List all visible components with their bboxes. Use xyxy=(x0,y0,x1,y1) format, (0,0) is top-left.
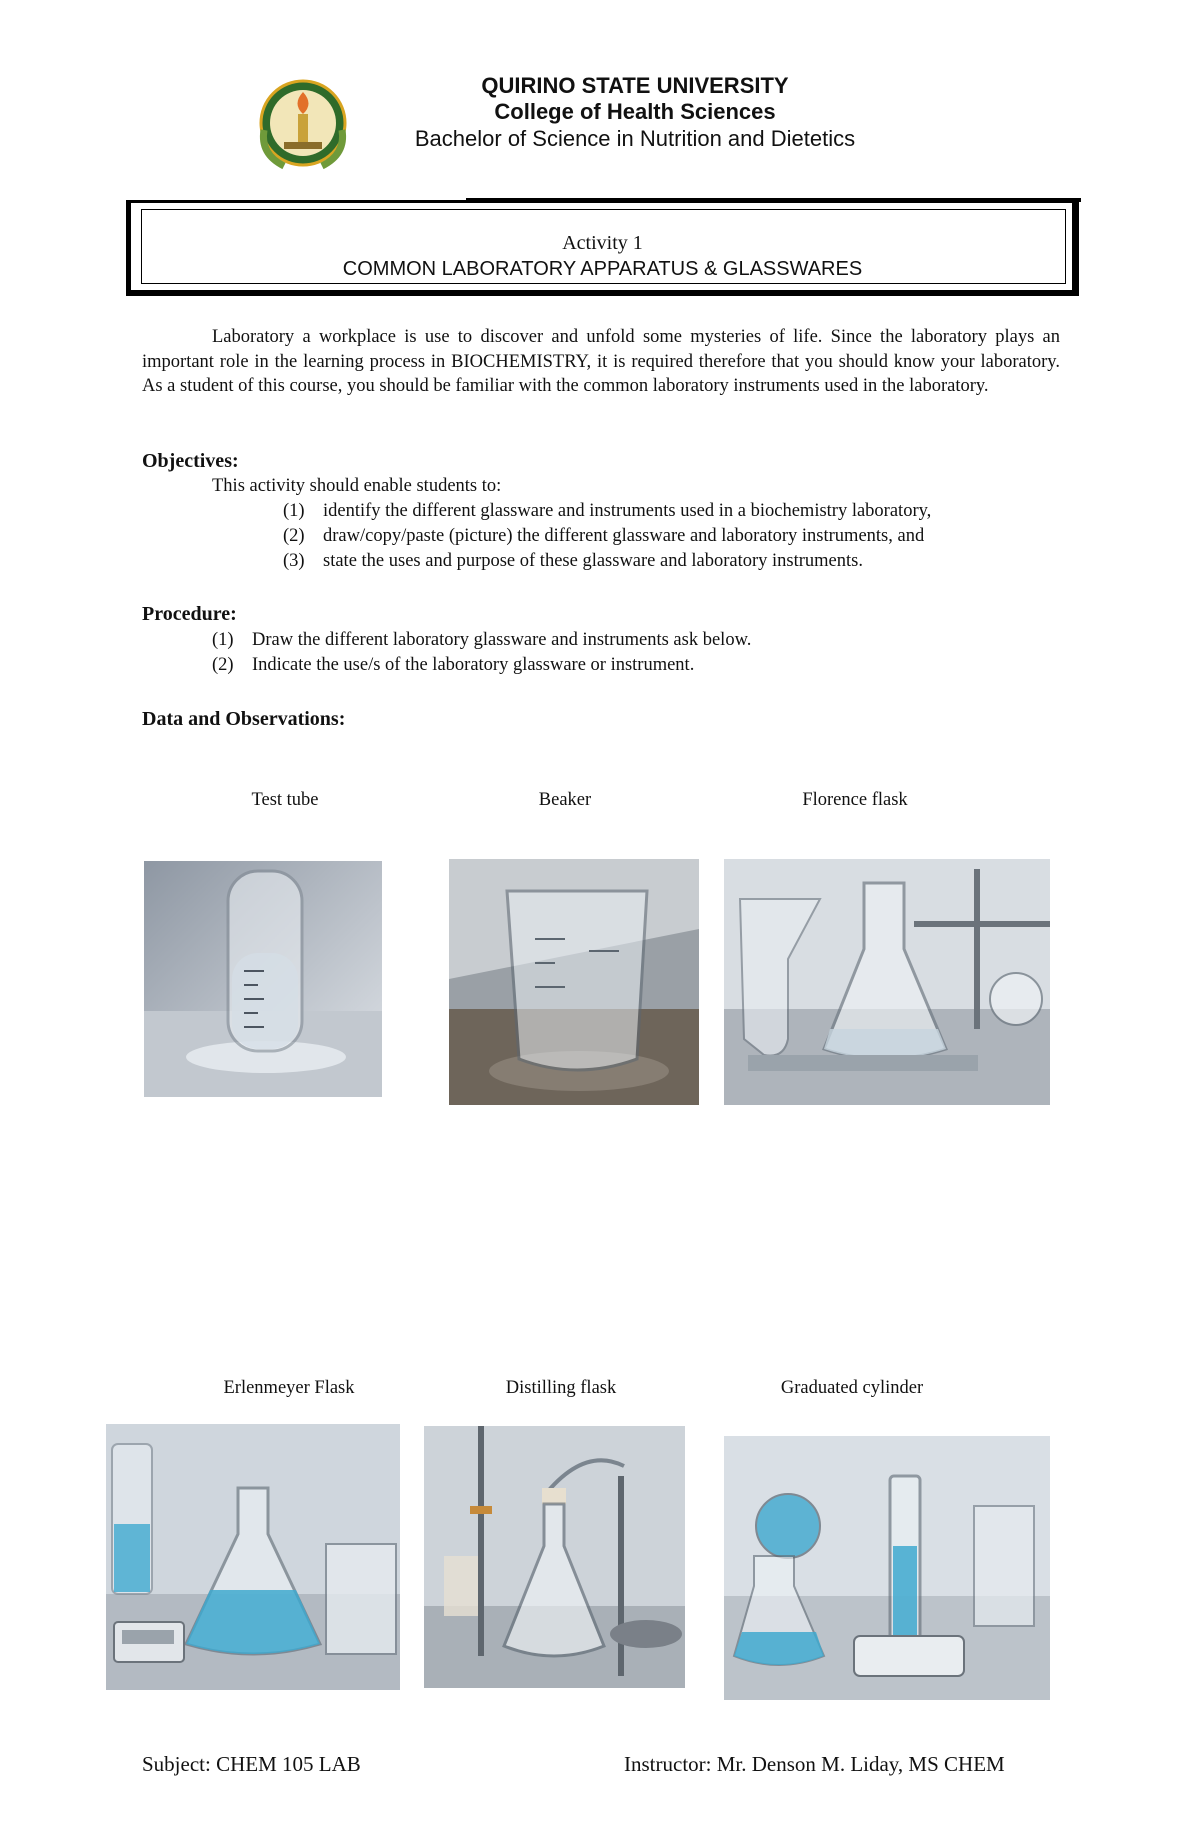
objective-item xyxy=(283,551,863,572)
objective-number: (3) xyxy=(283,551,305,571)
caption-distilling-flask: Distilling flask xyxy=(505,1378,617,1398)
distilling-flask-photo xyxy=(424,1426,685,1688)
objective-text: draw/copy/paste (picture) the different glassware and laboratory instruments, and xyxy=(323,526,925,546)
program-name: Bachelor of Science in Nutrition and Dietetics xyxy=(414,126,856,151)
caption-beaker: Beaker xyxy=(538,790,592,810)
procedure-text: Indicate the use/s of the laboratory glassware or instrument. xyxy=(252,655,695,675)
objective-item xyxy=(283,526,924,547)
procedure-heading: Procedure: xyxy=(142,603,237,625)
procedure-text: Draw the different laboratory glassware and instruments ask below. xyxy=(252,630,752,650)
florence-flask-photo xyxy=(724,859,1050,1105)
beaker-photo xyxy=(449,859,699,1105)
procedure-number: (2) xyxy=(212,655,234,675)
test-tube-photo xyxy=(144,861,382,1097)
objective-number: (2) xyxy=(283,526,305,546)
footer-instructor: Instructor: Mr. Denson M. Liday, MS CHEM xyxy=(624,1752,1005,1776)
graduated-cylinder-photo xyxy=(724,1436,1050,1700)
objective-item xyxy=(283,501,931,522)
intro-paragraph: Laboratory a workplace is use to discover and unfold some mysteries of life. Since the laboratory plays an important role in the learning process in BIOCHEMISTRY, it is required therefore that you should know your laboratory. As a student of this course, you should be familiar with the common laboratory instruments used in the laboratory. xyxy=(142,327,1060,396)
title-top-rule xyxy=(466,198,1081,202)
objective-text: identify the different glassware and instruments used in a biochemistry laboratory, xyxy=(323,501,932,521)
activity-number: Activity 1 xyxy=(562,232,643,254)
university-name: QUIRINO STATE UNIVERSITY xyxy=(481,73,789,98)
objective-text: state the uses and purpose of these glassware and laboratory instruments. xyxy=(323,551,863,571)
activity-title: COMMON LABORATORY APPARATUS & GLASSWARES xyxy=(342,258,863,280)
objective-number: (1) xyxy=(283,501,305,521)
caption-florence-flask: Florence flask xyxy=(802,790,908,810)
caption-test-tube: Test tube xyxy=(251,790,319,810)
objectives-heading: Objectives: xyxy=(142,450,239,472)
college-name: College of Health Sciences xyxy=(494,99,776,124)
caption-erlenmeyer-flask: Erlenmeyer Flask xyxy=(223,1378,355,1398)
procedure-number: (1) xyxy=(212,630,234,650)
objectives-lead: This activity should enable students to: xyxy=(212,476,502,496)
procedure-item xyxy=(212,655,694,676)
data-observations-heading: Data and Observations: xyxy=(142,708,346,730)
footer-subject: Subject: CHEM 105 LAB xyxy=(142,1752,361,1776)
procedure-item xyxy=(212,630,751,651)
caption-graduated-cylinder: Graduated cylinder xyxy=(780,1378,924,1398)
erlenmeyer-flask-photo xyxy=(106,1424,400,1690)
